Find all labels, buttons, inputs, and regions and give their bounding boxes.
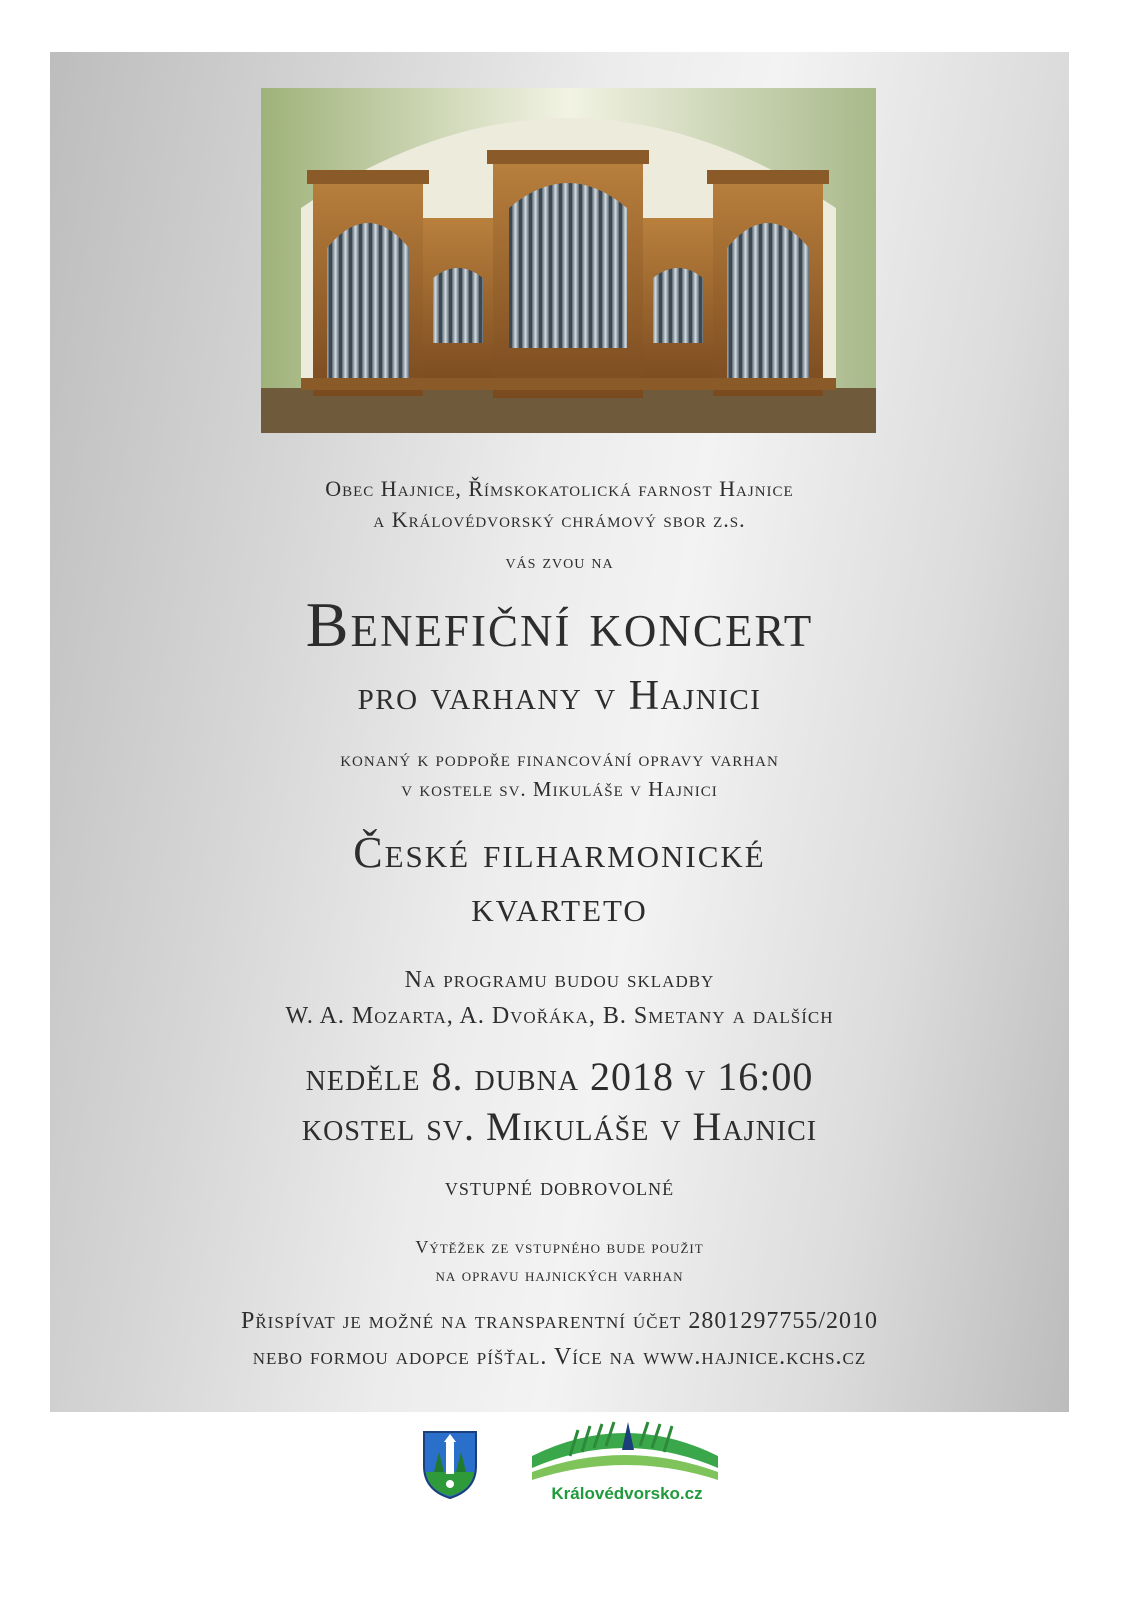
program (50, 962, 1069, 1034)
donate-line-2: nebo formou adopce píšťal. Více na www.hajnice.kchs.cz (252, 1344, 867, 1370)
organizers (50, 473, 1069, 535)
proceeds-line-1: Výtěžek ze vstupného bude použit (415, 1237, 704, 1257)
purpose (50, 744, 1069, 804)
page-title: Benefiční koncert (305, 589, 814, 660)
proceeds (50, 1233, 1069, 1289)
performer-line-1: České filharmonické (353, 828, 766, 877)
organizers-line-2: a Královédvorský chrámový sbor z.s. (373, 507, 746, 532)
venue-line: kostel sv. Mikuláše v Hajnici (301, 1104, 818, 1149)
kralovedvorsko-logo-text: Královédvorsko.cz (551, 1484, 703, 1503)
donate-line-1: Přispívat je možné na transparentní účet 2801297755/2010 (240, 1308, 879, 1334)
program-line-2: W. A. Mozarta, A. Dvořáka, B. Smetany a dalších (285, 1003, 834, 1029)
performer (50, 826, 1069, 934)
purpose-line-2: v kostele sv. Mikuláše v Hajnici (401, 777, 718, 801)
kralovedvorsko-logo-icon (530, 1416, 720, 1490)
date-line: neděle 8. dubna 2018 v 16:00 (305, 1054, 814, 1099)
hajnice-coat-of-arms-icon (420, 1428, 480, 1500)
invite-text: vás zvou na (505, 551, 614, 573)
performer-line-2: kvarteto (471, 882, 648, 931)
organizers-line-1: Obec Hajnice, Římskokatolická farnost Hajnice (325, 476, 794, 501)
admission: vstupné dobrovolné (444, 1174, 675, 1201)
donation-info (50, 1303, 1069, 1375)
subtitle: pro varhany v Hajnici (357, 673, 762, 719)
organ-photo (261, 88, 876, 433)
proceeds-line-2: na opravu hajnických varhan (435, 1265, 684, 1285)
purpose-line-1: konaný k podpoře financování opravy varhan (340, 747, 779, 771)
event-datetime (50, 1052, 1069, 1152)
program-line-1: Na programu budou skladby (404, 967, 715, 993)
